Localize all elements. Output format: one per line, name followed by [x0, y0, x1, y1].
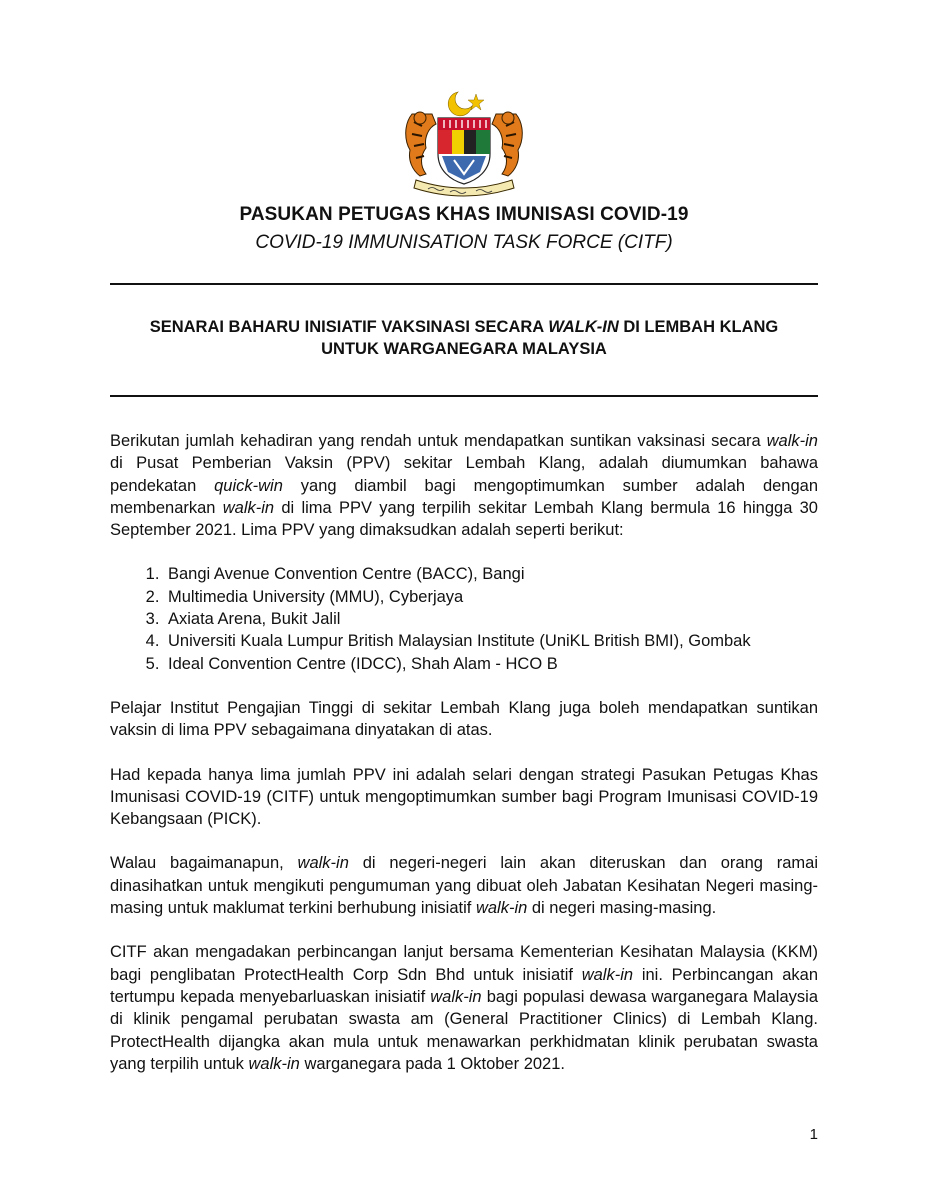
- document-title: [110, 316, 818, 360]
- protecthealth-paragraph: CITF akan mengadakan perbincangan lanjut bersama Kementerian Kesihatan Malaysia (KKM) bagi penglibatan ProtectHealth Corp Sdn Bhd untuk inisiatif walk-in ini. Perbincangan akan tertumpu kepada menyebarluaskan inisiatif walk-in bagi populasi dewasa warganegara Malaysia di klinik pengamal perubatan swasta am (General Practitioner Clinics) di Lembah Klang. ProtectHealth dijangka akan mula untuk menawarkan perkhidmatan klinik perubatan swasta yang terpilih untuk walk-in warganegara pada 1 Oktober 2021.: [110, 943, 819, 1073]
- bottom-divider: [110, 395, 818, 397]
- organization-subtitle: COVID-19 IMMUNISATION TASK FORCE (CITF): [255, 232, 673, 253]
- other-states-paragraph: Walau bagaimanapun, walk-in di negeri-negeri lain akan diteruskan dan orang ramai dinasihatkan untuk mengikuti pengumuman yang dibuat oleh Jabatan Kesihatan Negeri masing-masing untuk maklumat terkini berhubung inisiatif walk-in di negeri masing-masing.: [110, 854, 818, 918]
- list-item: 1. Bangi Avenue Convention Centre (BACC), Bangi: [164, 563, 818, 585]
- list-item: 5. Ideal Convention Centre (IDCC), Shah Alam - HCO B: [164, 653, 818, 675]
- top-divider: [110, 283, 818, 285]
- list-item: 4. Universiti Kuala Lumpur British Malaysian Institute (UniKL British BMI), Gombak: [164, 630, 818, 652]
- document-body: [110, 430, 818, 1097]
- coat-of-arms-logo: [398, 88, 530, 200]
- strategy-paragraph: Had kepada hanya lima jumlah PPV ini adalah selari dengan strategi Pasukan Petugas Khas Imunisasi COVID-19 (CITF) untuk mengoptimumkan sumber bagi Program Imunisasi COVID-19 Kebangsaan (PICK).: [110, 765, 818, 829]
- page-number: 1: [809, 1126, 818, 1143]
- list-item: 3. Axiata Arena, Bukit Jalil: [164, 608, 818, 630]
- students-paragraph: Pelajar Institut Pengajian Tinggi di sekitar Lembah Klang juga boleh mendapatkan suntikan vaksin di lima PPV sebagaimana dinyatakan di atas.: [110, 698, 818, 740]
- intro-paragraph: Berikutan jumlah kehadiran yang rendah untuk mendapatkan suntikan vaksinasi secara walk-in di Pusat Pemberian Vaksin (PPV) sekitar Lembah Klang, adalah diumumkan bahawa pendekatan quick-win yang diambil bagi mengoptimumkan sumber adalah dengan membenarkan walk-in di lima PPV yang terpilih sekitar Lembah Klang bermula 16 hingga 30 September 2021. Lima PPV yang dimaksudkan adalah seperti berikut:: [110, 432, 818, 540]
- title-line-2: UNTUK WARGANEGARA MALAYSIA: [321, 340, 607, 358]
- organization-title: PASUKAN PETUGAS KHAS IMUNISASI COVID-19: [239, 204, 689, 225]
- title-line-1: SENARAI BAHARU INISIATIF VAKSINASI SECARA WALK-IN DI LEMBAH KLANG: [149, 318, 779, 336]
- ppv-list: [110, 563, 818, 674]
- list-item: 2. Multimedia University (MMU), Cyberjaya: [164, 586, 818, 608]
